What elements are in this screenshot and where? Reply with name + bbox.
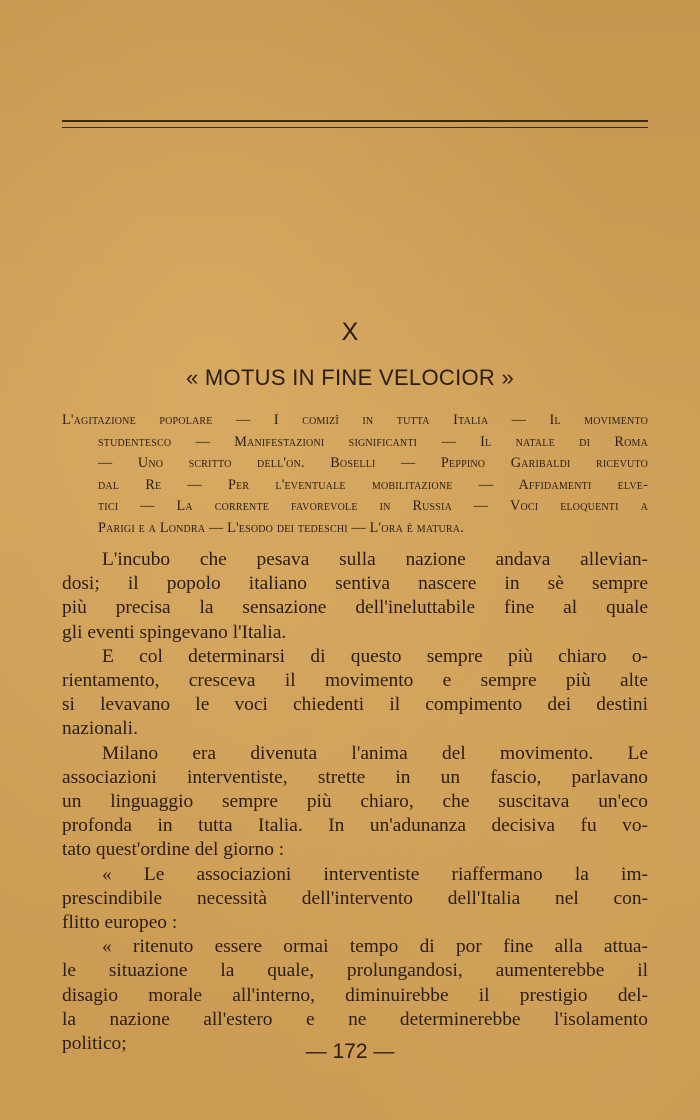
summary-line: — Uno scritto dell'on. Boselli — Peppino Garibaldi ricevuto	[98, 455, 648, 471]
text-line: E col determinarsi di questo sempre più chiaro o-	[102, 645, 648, 667]
text-line: disagio morale all'interno, diminuirebbe il prestigio del-	[62, 984, 648, 1006]
text-line: tato quest'ordine del giorno :	[62, 839, 285, 861]
page-number: — 172 —	[305, 1040, 395, 1063]
header-rule-thin	[62, 127, 648, 128]
text-line: nazionali.	[62, 718, 138, 740]
text-line: più precisa la sensazione dell'ineluttabile fine al quale	[62, 597, 648, 619]
text-line: prescindibile necessità dell'intervento dell'Italia nel con-	[62, 887, 648, 909]
text-line: si levavano le voci chiedenti il compimento dei destini	[62, 694, 648, 716]
summary-line: studentesco — Manifestazioni significanti — Il natale di Roma	[98, 433, 648, 450]
chapter-title: « MOTUS IN FINE VELOCIOR »	[185, 365, 515, 390]
text-line: rientamento, cresceva il movimento e sempre più alte	[62, 670, 648, 692]
text-line: politico;	[62, 1033, 127, 1055]
text-line: « Le associazioni interventiste riaffermano la im-	[102, 863, 648, 885]
text-line: flitto europeo :	[62, 912, 178, 934]
summary-line: tici — La corrente favorevole in Russia — Voci eloquenti a	[98, 498, 648, 514]
text-line: L'incubo che pesava sulla nazione andava allevian-	[102, 549, 648, 570]
chapter-summary	[62, 410, 648, 539]
header-rule-thick	[62, 120, 648, 122]
text-line: associazioni interventiste, strette in un fascio, parlavano	[62, 766, 648, 788]
chapter-number: X	[341, 318, 359, 346]
summary-line: Parigi e a Londra — L'esodo dei tedeschi — L'ora è matura.	[98, 519, 464, 536]
text-line: Milano era divenuta l'anima del movimento. Le	[102, 742, 648, 764]
text-line: un linguaggio sempre più chiaro, che suscitava un'eco	[62, 791, 648, 813]
body-text	[62, 548, 648, 1056]
text-line: dosi; il popolo italiano sentiva nascere in sè sempre	[62, 573, 648, 595]
text-line: « ritenuto essere ormai tempo di por fine alla attua-	[102, 936, 648, 958]
text-line: le situazione la quale, prolungandosi, aumenterebbe il	[62, 960, 648, 982]
summary-line: dal Re — Per l'eventuale mobilitazione — Affidamenti elve-	[98, 476, 648, 493]
text-line: la nazione all'estero e ne determinerebbe l'isolamento	[62, 1008, 648, 1030]
text-line: profonda in tutta Italia. In un'adunanza decisiva fu vo-	[62, 815, 648, 837]
text-line: gli eventi spingevano l'Italia.	[62, 621, 287, 643]
summary-line: L'agitazione popolare — I comizî in tutta Italia — Il movimento	[62, 412, 648, 428]
